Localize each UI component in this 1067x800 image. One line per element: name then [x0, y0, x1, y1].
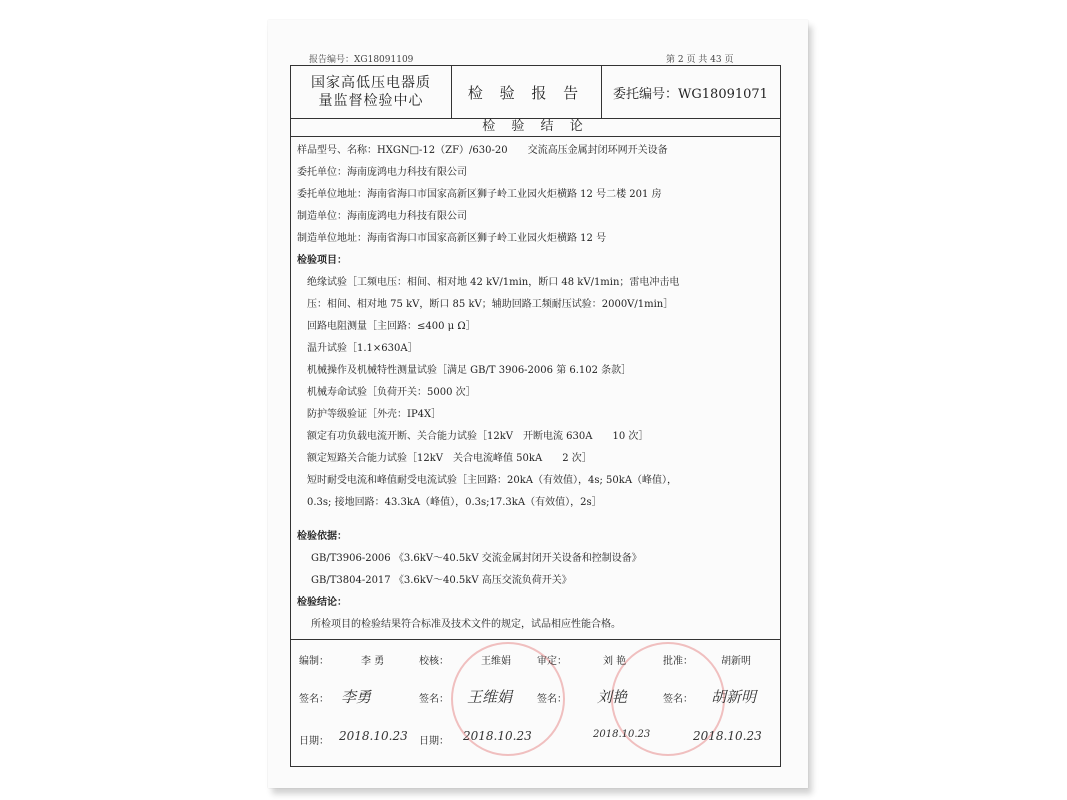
reviewer-date: 2018.10.23 — [593, 729, 651, 740]
basis-line: GB/T3906-2006 《3.6kV～40.5kV 交流金属封闭开关设备和控制设备》 — [311, 553, 642, 564]
manufacturer: 制造单位：海南庞鸿电力科技有限公司 — [297, 211, 467, 222]
result-heading: 检验结论： — [297, 597, 347, 608]
manufacturer-address: 制造单位地址：海南省海口市国家高新区狮子岭工业园火炬横路 12 号 — [297, 233, 607, 244]
item-line: 额定短路关合能力试验［12kV 关合电流峰值 50kA 2 次］ — [307, 453, 592, 464]
center-name: 国家高低压电器质 量监督检验中心 — [291, 66, 452, 118]
items-heading: 检验项目： — [297, 255, 347, 266]
report-page — [268, 20, 808, 788]
conclusion-title: 检 验 结 论 — [291, 118, 780, 137]
item-line: 机械寿命试验［负荷开关：5000 次］ — [307, 387, 476, 398]
item-line: 温升试验［1.1×630A］ — [307, 343, 418, 354]
report-body — [297, 140, 773, 636]
item-line: 压：相间、相对地 75 kV，断口 85 kV；辅助回路工频耐压试验：2000V/1min］ — [307, 299, 674, 310]
checker-signature: 王维娟 — [467, 688, 513, 706]
approver-date: 2018.10.23 — [693, 729, 762, 743]
signature-names-row: 编制： 李 勇 校核： 王维娟 审定： 刘 艳 批准： 胡新明 — [291, 640, 780, 678]
result-text: 所检项目的检验结果符合标准及技术文件的规定，试品相应性能合格。 — [311, 619, 621, 630]
reviewer-name: 刘 艳 — [603, 656, 627, 667]
signature-block — [291, 639, 780, 767]
compiler-name: 李 勇 — [361, 656, 385, 667]
item-line: 绝缘试验［工频电压：相间、相对地 42 kV/1min，断口 48 kV/1min；雷电冲击电 — [307, 277, 680, 288]
entrust-number: 委托编号：WG18091071 — [613, 86, 768, 102]
client: 委托单位：海南庞鸿电力科技有限公司 — [297, 167, 467, 178]
report-title: 检 验 报 告 — [451, 66, 602, 118]
signature-date-row: 日期： 2018.10.23 日期： 2018.10.23 2018.10.23 2018.10.23 — [299, 729, 762, 747]
client-address: 委托单位地址：海南省海口市国家高新区狮子岭工业园火炬横路 12 号二楼 201 房 — [297, 189, 662, 200]
compiler-date: 2018.10.23 — [339, 729, 408, 743]
approver-signature: 胡新明 — [711, 688, 757, 706]
item-line: 0.3s; 接地回路：43.3kA（峰值），0.3s;17.3kA（有效值），2s］ — [307, 497, 602, 508]
page-indicator: 第 2 页 共 43 页 — [666, 55, 734, 65]
checker-date: 2018.10.23 — [463, 729, 532, 743]
item-line: 额定有功负载电流开断、关合能力试验［12kV 开断电流 630A 10 次］ — [307, 431, 649, 442]
sample-model: 样品型号、名称：HXGN□-12（ZF）/630-20 交流高压金属封闭环网开关设备 — [297, 145, 668, 156]
basis-line: GB/T3804-2017 《3.6kV～40.5kV 高压交流负荷开关》 — [311, 575, 572, 586]
checker-name: 王维娟 — [481, 656, 511, 667]
report-header — [291, 66, 780, 119]
report-number: 报告编号：XG18091109 — [309, 55, 414, 65]
approver-name: 胡新明 — [721, 656, 751, 667]
compiler-signature: 李勇 — [341, 688, 372, 706]
basis-heading: 检验依据： — [297, 531, 347, 542]
report-frame — [290, 65, 781, 767]
item-line: 回路电阻测量［主回路：≤400 μ Ω］ — [307, 321, 476, 332]
item-line: 机械操作及机械特性测量试验［满足 GB/T 3906-2006 第 6.102 条款］ — [307, 365, 632, 376]
reviewer-signature: 刘艳 — [597, 688, 628, 706]
item-line: 短时耐受电流和峰值耐受电流试验［主回路：20kA（有效值），4s; 50kA（峰值）， — [307, 475, 678, 486]
signature-sign-row: 签名： 李勇 签名： 王维娟 签名： 刘艳 签名： 胡新明 — [299, 688, 757, 706]
item-line: 防护等级验证［外壳：IP4X］ — [307, 409, 442, 420]
